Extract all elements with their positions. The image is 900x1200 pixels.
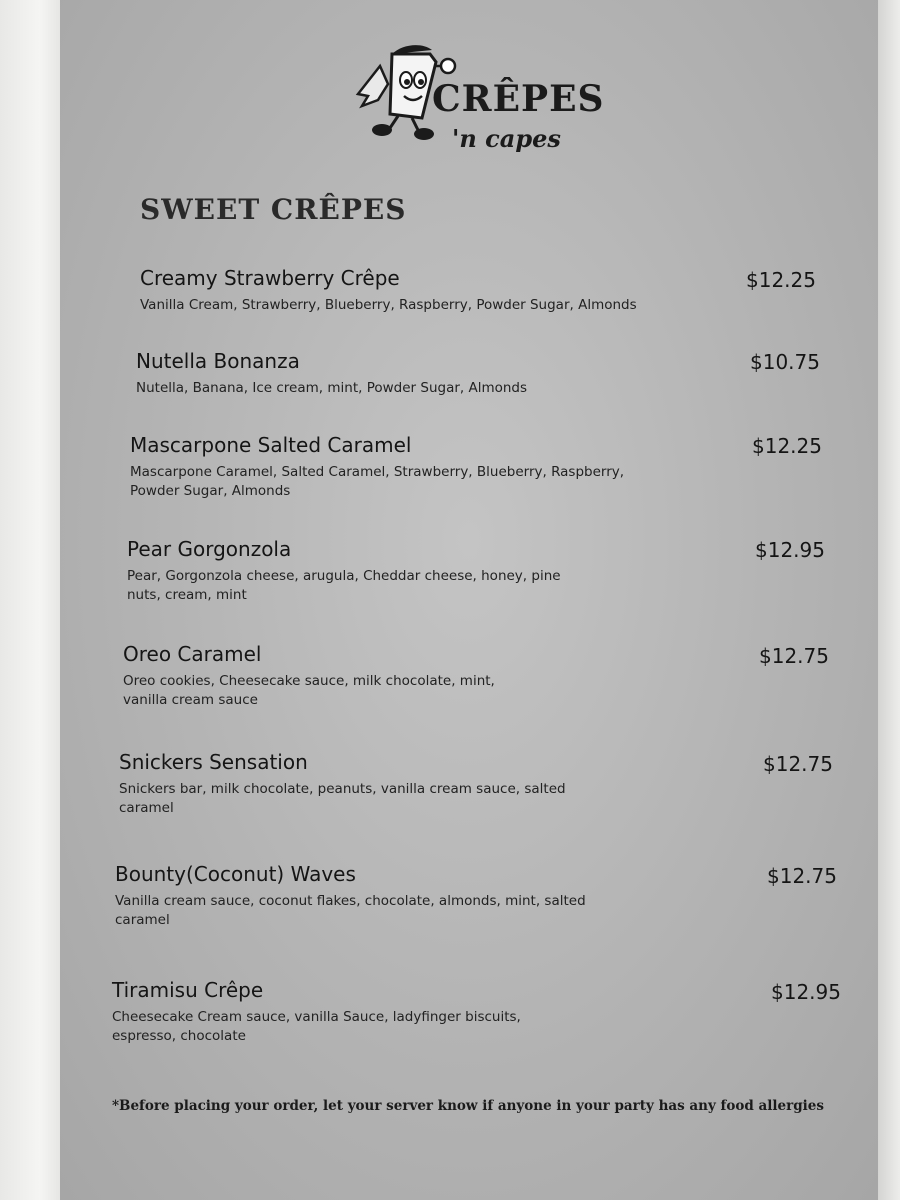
menu-item-price: $12.25	[752, 434, 822, 458]
brand-title: CRÊPES	[432, 78, 605, 120]
menu-item-name: Pear Gorgonzola	[127, 537, 292, 561]
menu-item-description: Cheesecake Cream sauce, vanilla Sauce, ladyfinger biscuits, espresso, chocolate	[112, 1009, 521, 1044]
menu-item-price: $12.25	[746, 268, 816, 292]
menu-item-price: $12.75	[763, 752, 833, 776]
menu-item	[140, 266, 840, 315]
menu-item-description: Pear, Gorgonzola cheese, arugula, Cheddar cheese, honey, pine nuts, cream, mint	[127, 568, 561, 603]
menu-item-description: Oreo cookies, Cheesecake sauce, milk chocolate, mint, vanilla cream sauce	[123, 673, 495, 708]
allergy-note: *Before placing your order, let your server know if anyone in your party has any food allergies	[112, 1098, 824, 1114]
menu-item-description: Nutella, Banana, Ice cream, mint, Powder Sugar, Almonds	[136, 380, 528, 396]
menu-item	[130, 433, 830, 501]
menu-item-price: $12.95	[755, 538, 825, 562]
menu-item-name: Tiramisu Crêpe	[112, 978, 264, 1002]
menu-item-description: Vanilla cream sauce, coconut flakes, chocolate, almonds, mint, salted caramel	[115, 893, 586, 928]
menu-item-price: $10.75	[750, 350, 820, 374]
menu-item-name: Creamy Strawberry Crêpe	[140, 266, 400, 290]
menu-item-price: $12.95	[771, 980, 841, 1004]
menu-item-description: Vanilla Cream, Strawberry, Blueberry, Raspberry, Powder Sugar, Almonds	[140, 297, 637, 313]
menu-item-description: Mascarpone Caramel, Salted Caramel, Strawberry, Blueberry, Raspberry, Powder Sugar, Almonds	[130, 464, 625, 499]
menu-item	[119, 750, 819, 818]
menu-item	[136, 349, 836, 398]
menu-item-name: Oreo Caramel	[123, 642, 262, 666]
section-title: SWEET CRÊPES	[140, 193, 407, 226]
menu-item	[127, 537, 827, 605]
menu-item	[123, 642, 823, 710]
paper-margin-right	[878, 0, 900, 1200]
menu-item-price: $12.75	[767, 864, 837, 888]
menu-item-name: Nutella Bonanza	[136, 349, 300, 373]
menu-item-name: Mascarpone Salted Caramel	[130, 433, 412, 457]
menu-item-price: $12.75	[759, 644, 829, 668]
brand-subtitle: 'n capes	[452, 124, 561, 153]
brand-logo	[352, 36, 605, 156]
menu-item	[112, 978, 812, 1046]
menu-item-description: Snickers bar, milk chocolate, peanuts, vanilla cream sauce, salted caramel	[119, 781, 566, 816]
menu-item-name: Bounty(Coconut) Waves	[115, 862, 356, 886]
paper-margin-left	[0, 0, 60, 1200]
menu-item-name: Snickers Sensation	[119, 750, 308, 774]
menu-item	[115, 862, 815, 930]
